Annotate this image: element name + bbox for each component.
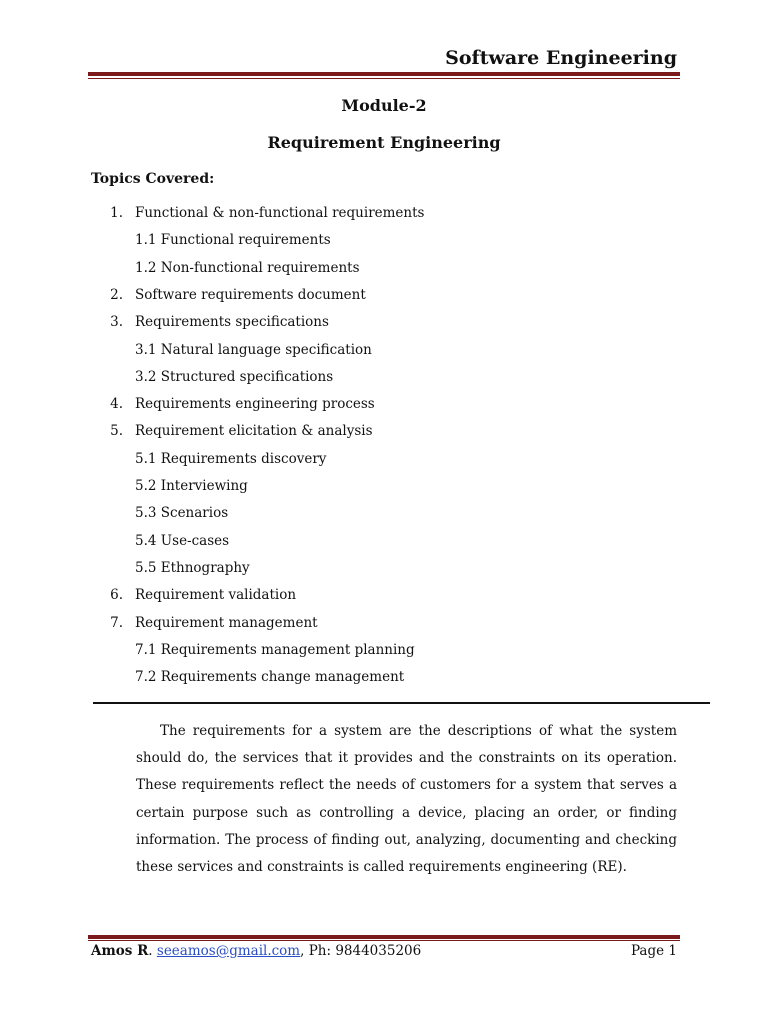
topic-number: 3. [110, 314, 123, 331]
section-title: Requirement Engineering [267, 133, 501, 152]
footer-rule-thin [88, 940, 680, 941]
footer-separator: . [148, 943, 157, 959]
footer-author-info [91, 943, 421, 959]
header-title: Software Engineering [445, 47, 677, 69]
section-divider [93, 702, 710, 704]
page-number: Page 1 [630, 943, 677, 959]
topic-text: Requirement management [135, 614, 318, 631]
topic-text: Software requirements document [135, 286, 366, 303]
topic-text: 5.4 Use-cases [135, 532, 230, 549]
header-rule-thick [88, 72, 680, 76]
topic-number: 6. [110, 587, 123, 604]
topic-number: 5. [110, 423, 123, 440]
topic-text: 1.1 Functional requirements [135, 232, 331, 249]
topic-text: 3.1 Natural language specification [135, 341, 372, 358]
topic-number: 7. [110, 614, 123, 631]
topic-text: 7.1 Requirements management planning [135, 641, 415, 658]
footer-rule-thick [88, 935, 680, 939]
topic-number: 4. [110, 396, 123, 413]
topic-text: 5.1 Requirements discovery [135, 450, 327, 467]
topic-text: Requirement elicitation & analysis [135, 423, 373, 440]
topic-text: 1.2 Non-functional requirements [135, 259, 360, 276]
topic-text: Requirements specifications [135, 314, 329, 331]
footer-author: Amos R [91, 943, 149, 959]
topic-text: Functional & non-functional requirements [135, 205, 425, 221]
topic-text: 5.3 Scenarios [135, 505, 229, 522]
module-title: Module-2 [341, 96, 427, 115]
intro-paragraph: The requirements for a system are the descriptions of what the system should do, the services that it provides and the constraints on its operation. These requirements reflect the needs of customers for a system that serves a certain purpose such as controlling a device, placing an order, or finding information. The process of finding out, analyzing, documenting and checking these services and constraints is called requirements engineering (RE). [136, 723, 677, 876]
header-rule-thin [88, 78, 680, 79]
topic-text: 5.5 Ethnography [135, 559, 250, 576]
topic-text: Requirements engineering process [135, 396, 375, 413]
topic-number: 1. [110, 205, 123, 221]
topic-text: 7.2 Requirements change management [135, 669, 405, 686]
topic-text: 5.2 Interviewing [135, 478, 248, 494]
footer-phone: , Ph: 9844035206 [300, 943, 422, 959]
topic-text: Requirement validation [135, 587, 297, 604]
topics-label: Topics Covered: [91, 171, 215, 187]
footer-email-link[interactable]: seeamos@gmail.com [156, 943, 301, 959]
topic-number: 2. [110, 286, 123, 303]
topic-text: 3.2 Structured specifications [135, 368, 334, 385]
